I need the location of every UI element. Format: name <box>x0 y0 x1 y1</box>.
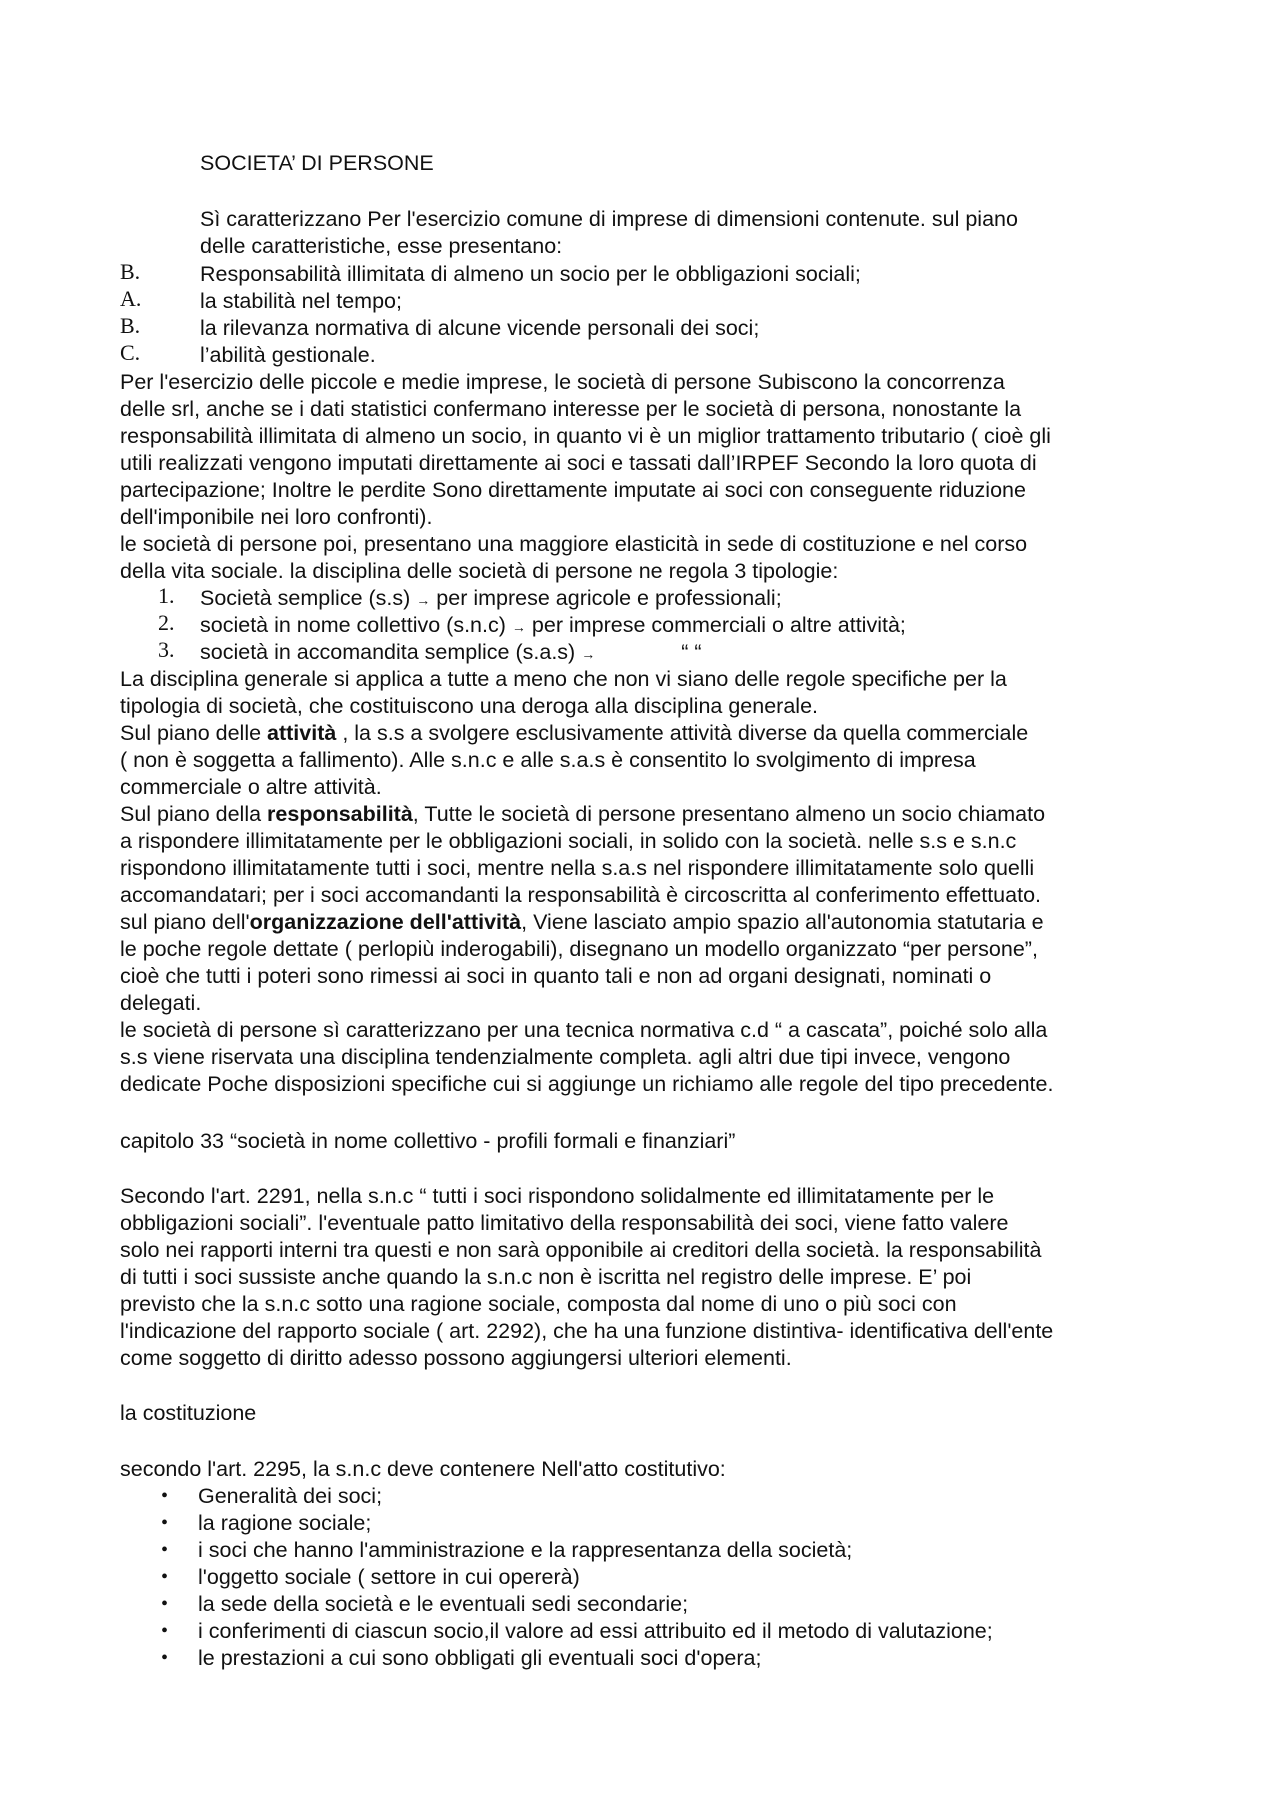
text-line: commerciale o altre attività. <box>120 775 382 799</box>
arrow-icon: → <box>416 592 431 608</box>
text-line: ( non è soggetta a fallimento). Alle s.n.c e alle s.a.s è consentito lo svolgimento di impresa <box>120 748 976 772</box>
text-line: Sì caratterizzano Per l'esercizio comune di imprese di dimensioni contenute. sul piano <box>200 207 1018 231</box>
text-line: accomandatari; per i soci accomandanti la responsabilità è circoscritta al conferimento effettuato. <box>120 883 1041 907</box>
list-marker: 2. <box>158 610 175 635</box>
text-line: previsto che la s.n.c sotto una ragione sociale, composta dal nome di uno o più soci con <box>120 1292 957 1316</box>
responsabilita-heading-line: Sul piano della responsabilità, Tutte le società di persone presentano almeno un socio chiamato <box>120 802 1046 826</box>
text-line: utili realizzati vengono imputati direttamente ai soci e tassati dall’IRPEF Secondo la loro quota di <box>120 451 1037 475</box>
bullet-icon: • <box>161 1593 169 1615</box>
bullet-icon: • <box>161 1647 169 1669</box>
list-marker: B. <box>120 259 141 284</box>
list-marker: A. <box>120 286 142 311</box>
text-line: Secondo l'art. 2291, nella s.n.c “ tutti i soci rispondono solidalmente ed illimitatamente per le <box>120 1184 995 1208</box>
arrow-icon: → <box>511 619 526 635</box>
list-text: Responsabilità illimitata di almeno un socio per le obbligazioni sociali; <box>200 262 861 286</box>
list-text: l'oggetto sociale ( settore in cui opererà) <box>198 1565 580 1589</box>
list-text: la stabilità nel tempo; <box>200 289 402 313</box>
list-item <box>0 1537 1280 1564</box>
paragraph-disciplina <box>120 666 1165 1098</box>
list-item <box>0 1510 1280 1537</box>
list-text: Generalità dei soci; <box>198 1484 383 1508</box>
list-item <box>0 261 1280 288</box>
text-line: obbligazioni sociali”. l'eventuale patto limitativo della responsabilità dei soci, viene fatto valere <box>120 1211 1009 1235</box>
features-list <box>0 261 1280 369</box>
arrow-icon: → <box>581 646 596 662</box>
text-line: le società di persone poi, presentano una maggiore elasticità in sede di costituzione e nel corso <box>120 532 1028 556</box>
list-item <box>0 1618 1280 1645</box>
type-name: società in accomandita semplice (s.a.s) <box>200 640 576 664</box>
list-item <box>0 342 1280 369</box>
text-line: di tutti i soci sussiste anche quando la s.n.c non è iscritta nel registro delle imprese. E’ poi <box>120 1265 972 1289</box>
types-list <box>0 585 1280 666</box>
text-line: solo nei rapporti interni tra questi e non sarà opponibile ai creditori della società. la responsabilità <box>120 1238 1042 1262</box>
paragraph-art-2291 <box>120 1183 1165 1372</box>
text-line: responsabilità illimitata di almeno un socio, in quanto vi è un miglior trattamento tributario ( cioè gli <box>120 424 1051 448</box>
chapter-heading: capitolo 33 “società in nome collettivo - profili formali e finanziari” <box>120 1129 736 1153</box>
paragraph-concorrenza <box>120 369 1165 585</box>
list-item <box>0 1483 1280 1510</box>
text-line: le società di persone sì caratterizzano per una tecnica normativa c.d “ a cascata”, poiché solo alla <box>120 1018 1048 1042</box>
text-line: partecipazione; Inoltre le perdite Sono direttamente imputate ai soci con conseguente riduzione <box>120 478 1026 502</box>
constitution-bullets <box>0 1483 1280 1672</box>
bullet-icon: • <box>161 1539 169 1561</box>
bullet-icon: • <box>161 1566 169 1588</box>
list-text: i conferimenti di ciascun socio,il valore ad essi attribuito ed il metodo di valutazione; <box>198 1619 993 1643</box>
list-marker: C. <box>120 340 141 365</box>
list-item <box>0 1645 1280 1672</box>
type-name: Società semplice (s.s) <box>200 586 411 610</box>
text-line: a rispondere illimitatamente per le obbligazioni sociali, in solido con la società. nelle s.s e s.n.c <box>120 829 1017 853</box>
text-line: della vita sociale. la disciplina delle società di persone ne regola 3 tipologie: <box>120 559 839 583</box>
text-line: tipologia di società, che costituiscono una deroga alla disciplina generale. <box>120 694 819 718</box>
keyword-attivita: attività <box>267 721 337 745</box>
list-marker: B. <box>120 313 141 338</box>
bullet-icon: • <box>161 1485 169 1507</box>
keyword-responsabilita: responsabilità <box>267 802 413 826</box>
bullet-icon: • <box>161 1512 169 1534</box>
text-line: delle caratteristiche, esse presentano: <box>200 234 563 258</box>
type-name: società in nome collettivo (s.n.c) <box>200 613 506 637</box>
keyword-organizzazione: organizzazione dell'attività <box>249 910 522 934</box>
text-line: La disciplina generale si applica a tutte a meno che non vi siano delle regole specifiche per la <box>120 667 1007 691</box>
type-description: per imprese agricole e professionali; <box>436 586 782 610</box>
text-line: come soggetto di diritto adesso possono aggiungersi ulteriori elementi. <box>120 1346 792 1370</box>
text-line: dedicate Poche disposizioni specifiche cui si aggiunge un richiamo alle regole del tipo precedente. <box>120 1072 1054 1096</box>
list-text: le prestazioni a cui sono obbligati gli eventuali soci d'opera; <box>198 1646 762 1670</box>
type-description: “ “ <box>681 640 702 664</box>
list-item <box>0 288 1280 315</box>
text-line: delle srl, anche se i dati statistici confermano interesse per le società di persona, nonostante la <box>120 397 1022 421</box>
list-item <box>0 1591 1280 1618</box>
organizzazione-heading-line: sul piano dell'organizzazione dell'attività, Viene lasciato ampio spazio all'autonomia statutaria e <box>120 910 1044 934</box>
list-text: la sede della società e le eventuali sedi secondarie; <box>198 1592 689 1616</box>
text-line: rispondono illimitatamente tutti i soci, mentre nella s.a.s nel rispondere illimitatamente solo quelli <box>120 856 1035 880</box>
list-text: i soci che hanno l'amministrazione e la rappresentanza della società; <box>198 1538 853 1562</box>
text-line: Per l'esercizio delle piccole e medie imprese, le società di persone Subiscono la concorrenza <box>120 370 1005 394</box>
text-line: s.s viene riservata una disciplina tendenzialmente completa. agli altri due tipi invece, vengono <box>120 1045 1011 1069</box>
type-description: per imprese commerciali o altre attività; <box>531 613 906 637</box>
list-text: la rilevanza normativa di alcune vicende personali dei soci; <box>200 316 760 340</box>
list-text: la ragione sociale; <box>198 1511 372 1535</box>
list-marker: 1. <box>158 583 175 608</box>
text-line: cioè che tutti i poteri sono rimessi ai soci in quanto tali e non ad organi designati, nominati o <box>120 964 992 988</box>
page-title: SOCIETA’ DI PERSONE <box>200 151 434 175</box>
constitution-intro: secondo l'art. 2295, la s.n.c deve contenere Nell'atto costitutivo: <box>120 1457 726 1481</box>
text-line: delegati. <box>120 991 202 1015</box>
list-marker: 3. <box>158 637 175 662</box>
text-line: le poche regole dettate ( perlopiù inderogabili), disegnano un modello organizzato “per persone”, <box>120 937 1038 961</box>
attivita-heading-line: Sul piano delle attività , la s.s a svolgere esclusivamente attività diverse da quella commerciale <box>120 721 1029 745</box>
intro-paragraph <box>200 206 1160 260</box>
list-item <box>0 1564 1280 1591</box>
list-item <box>0 585 1280 612</box>
section-title: la costituzione <box>120 1401 257 1425</box>
list-text: l’abilità gestionale. <box>200 343 376 367</box>
text-line: dell'imponibile nei loro confronti). <box>120 505 433 529</box>
bullet-icon: • <box>161 1620 169 1642</box>
text-line: l'indicazione del rapporto sociale ( art. 2292), che ha una funzione distintiva- identificativa dell'ente <box>120 1319 1054 1343</box>
list-item <box>0 612 1280 639</box>
list-item <box>0 639 1280 666</box>
list-item <box>0 315 1280 342</box>
